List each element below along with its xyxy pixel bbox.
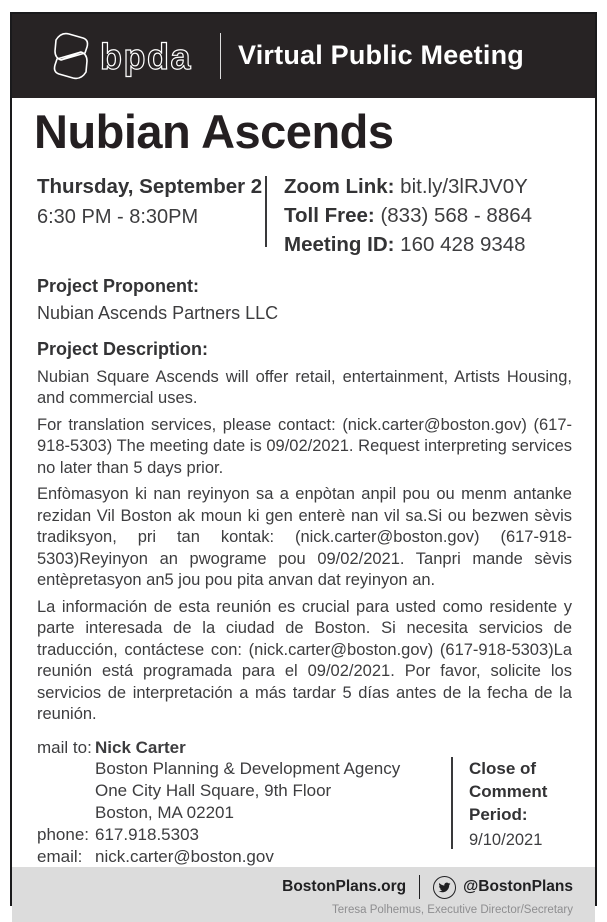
bpda-logo-text: bpda (100, 36, 192, 77)
meeting-time: 6:30 PM - 8:30PM (37, 205, 199, 228)
description-paragraph-translation-notice: For translation services, please contact: (nick.carter@boston.gov) (617-918-5303) The meeting date is 09/02/2021. Request interpreting services no later than 5 days prior. (37, 415, 572, 477)
toll-free-value: (833) 568 - 8864 (380, 203, 533, 227)
zoom-link-line (284, 172, 532, 201)
phone-label: phone: (37, 824, 89, 844)
header-title: Virtual Public Meeting (238, 39, 524, 70)
email-label: email: (37, 846, 83, 866)
contact-address-line: Boston, MA 02201 (95, 803, 234, 823)
bpda-logo-icon (40, 26, 210, 86)
meeting-access-block (284, 172, 532, 259)
description-paragraph-haitian-creole: Enfòmasyon ki nan reyinyon sa a enpòtan anpil pou ou menm antanke rezidan Vil Boston ak moun ki gen enterè nan vil sa.Si ou bezwen sèvis tradiksyon, pri tan kontak: (nick.carter@boston.gov) (617-918-5303)Reyinyon an pwograme pou 09/02/2021. Tanpri mande sèvis entèpretasyon an5 jou pou pita anvan dat reyinyon an. (37, 485, 572, 590)
contact-details (37, 737, 451, 868)
proponent-value: Nubian Ascends Partners LLC (37, 302, 279, 323)
spacer (37, 758, 95, 780)
twitter-icon[interactable] (433, 876, 456, 899)
toll-free-label: Toll Free: (284, 203, 375, 227)
footer-divider (419, 875, 420, 899)
footer-website-link[interactable]: BostonPlans.org (282, 878, 407, 896)
comment-period-divider (451, 757, 453, 849)
description-paragraph-english: Nubian Square Ascends will offer retail, entertainment, Artists Housing, and commercial uses. (37, 367, 572, 408)
comment-period-date: 9/10/2021 (469, 830, 543, 849)
header-divider (220, 33, 221, 79)
meeting-date: Thursday, September 2 (37, 174, 263, 198)
header-bar (12, 14, 595, 98)
footer-bar (12, 867, 595, 922)
proponent-section (37, 276, 573, 324)
proponent-label: Project Proponent: (37, 275, 200, 296)
flyer-sheet (10, 12, 597, 917)
meeting-id-label: Meeting ID: (284, 232, 395, 256)
contact-name: Nick Carter (95, 737, 186, 757)
description-label: Project Description: (37, 338, 209, 359)
meeting-date-block (37, 172, 265, 259)
spacer (37, 780, 95, 802)
meeting-id-value: 160 428 9348 (400, 232, 526, 256)
zoom-link-value[interactable]: bit.ly/3lRJV0Y (400, 174, 528, 198)
contact-section (37, 737, 573, 868)
schedule-divider (265, 176, 267, 247)
email-value[interactable]: nick.carter@boston.gov (95, 846, 274, 866)
twitter-handle-link[interactable]: @BostonPlans (463, 878, 573, 896)
phone-value: 617.918.5303 (95, 824, 199, 844)
footer-links-row (282, 875, 573, 899)
comment-period-block (469, 737, 573, 868)
toll-free-line (284, 201, 532, 230)
footer-signature: Teresa Polhemus, Executive Director/Secretary (332, 904, 573, 917)
spacer (37, 802, 95, 824)
zoom-link-label: Zoom Link: (284, 174, 395, 198)
description-section (37, 339, 572, 726)
mail-to-label: mail to: (37, 737, 92, 757)
meeting-id-line (284, 230, 532, 259)
contact-address-line: Boston Planning & Development Agency (95, 759, 401, 779)
description-paragraph-spanish: La información de esta reunión es crucial para usted como residente y parte interesada de la ciudad de Boston. Si necesita servicios de traducción, contáctese con: (nick.carter@boston.gov) (617-918-5303)La reunión está programada para el 09/02/2021. Por favor, solicite los servicios de interpretación a más tardar 5 días antes de la fecha de la reunión. (37, 597, 572, 724)
meeting-info-section (37, 172, 573, 259)
page-title: Nubian Ascends (34, 105, 394, 158)
comment-period-label: Close of Comment Period: (469, 758, 548, 824)
contact-address-line: One City Hall Square, 9th Floor (95, 781, 332, 801)
